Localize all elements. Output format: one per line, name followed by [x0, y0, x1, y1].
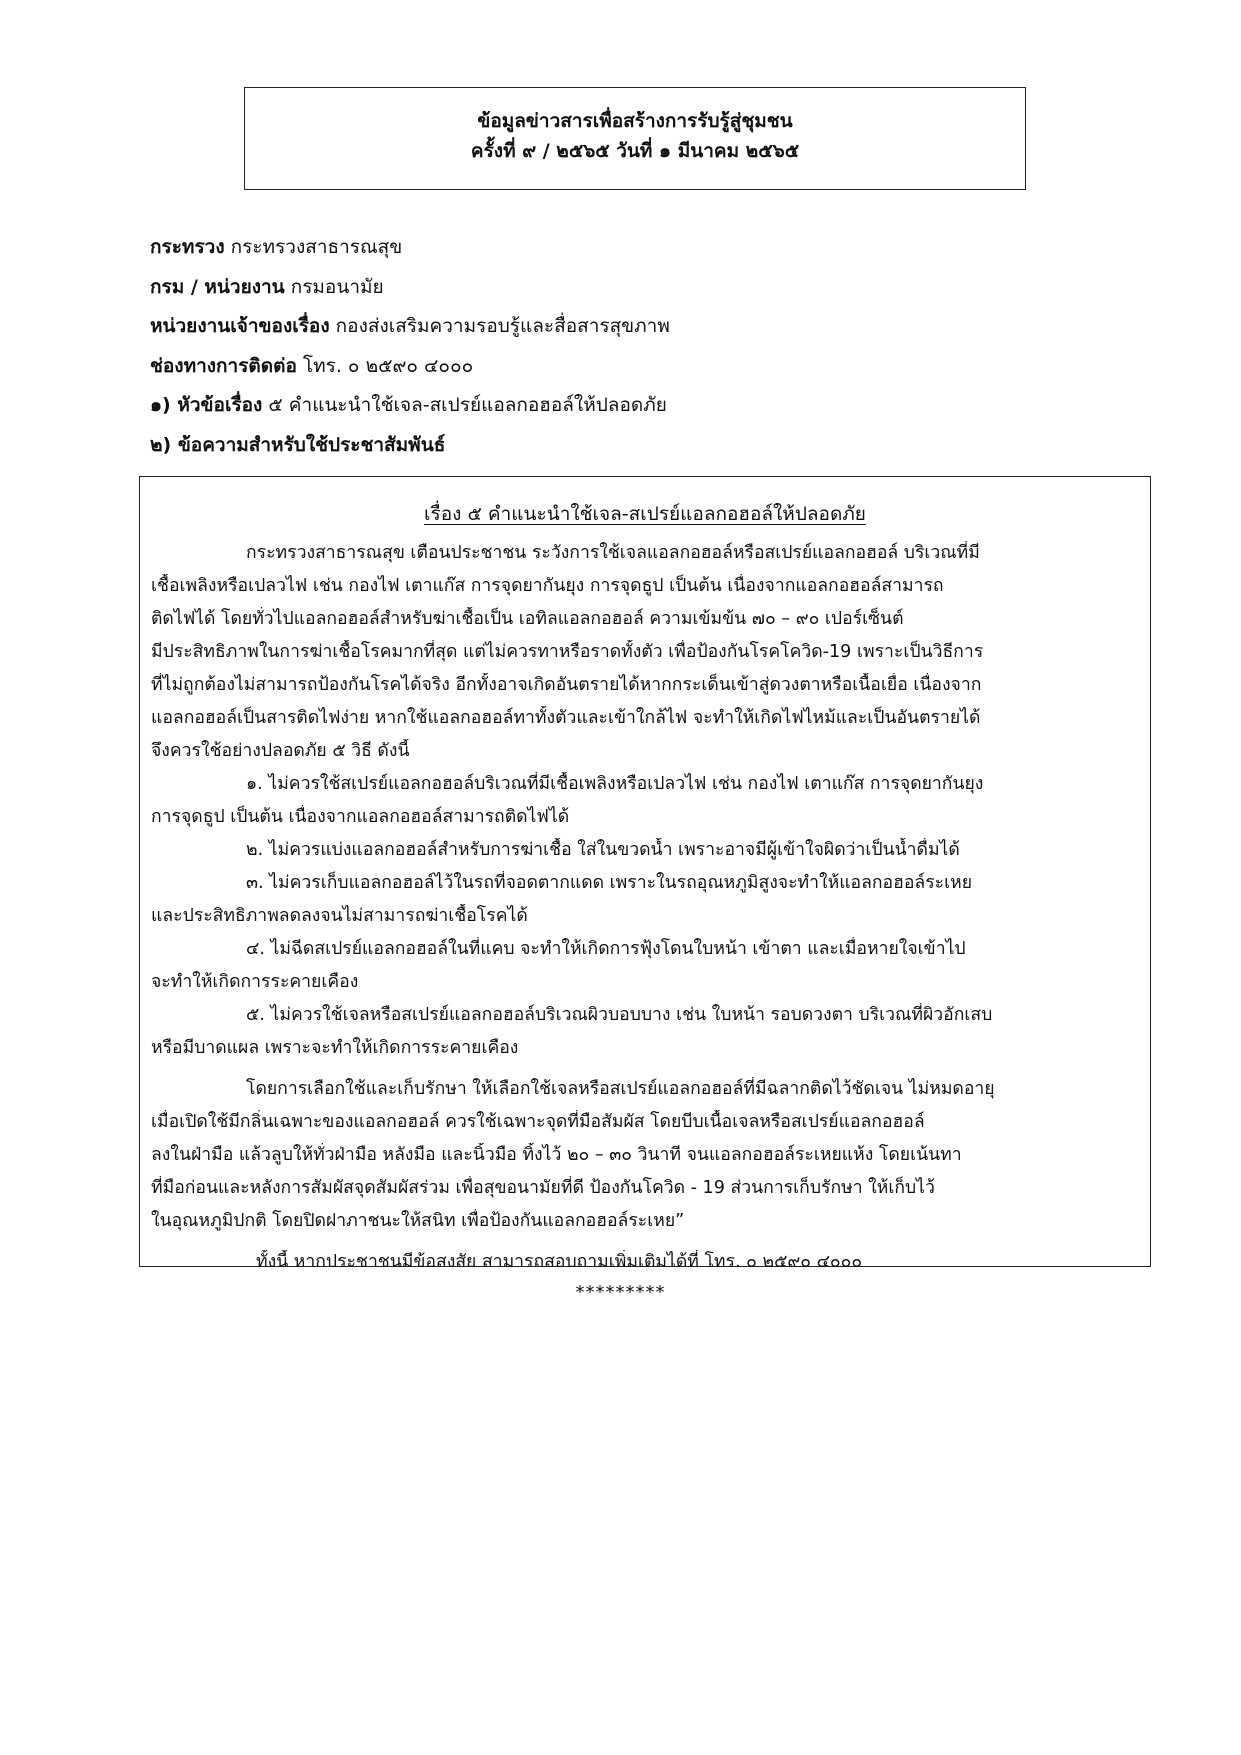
list-item-3: ๓. ไม่ควรเก็บแอลกอฮอล์ไว้ในรถที่จอดตากแดด เพราะในรถอุณหภูมิสูงจะทำให้แอลกอฮอล์ระเหย [246, 873, 973, 893]
meta-pr-heading [150, 426, 1110, 466]
meta-contact-value: โทร. ๐ ๒๕๙๐ ๔๐๐๐ [302, 354, 474, 377]
meta-owner [150, 307, 1110, 347]
list-item-1: ๑. ไม่ควรใช้สเปรย์แอลกอฮอล์บริเวณที่มีเชื้อเพลิงหรือเปลวไฟ เช่น กองไฟ เตาแก๊ส การจุดยากันยุง [246, 774, 984, 794]
meta-ministry-label: กระทรวง [150, 236, 225, 258]
footer-stars: ********* [575, 1282, 666, 1303]
meta-owner-value: กองส่งเสริมความรอบรู้และสื่อสารสุขภาพ [335, 315, 670, 337]
body-line: ที่มือก่อนและหลังการสัมผัสจุดสัมผัสร่วม เพื่อสุขอนามัยที่ดี ป้องกันโควิด - 19 ส่วนการเก็บรักษา ให้เก็บไว้ [151, 1178, 935, 1198]
meta-topic-label: ๑) หัวข้อเรื่อง [150, 394, 263, 416]
document-header-box [244, 87, 1026, 190]
document-meta [150, 228, 1110, 465]
meta-department-label: กรม / หน่วยงาน [150, 275, 285, 298]
body-line: แอลกอฮอล์เป็นสารติดไฟง่าย หากใช้แอลกอฮอล์ทาทั้งตัวและเข้าใกล้ไฟ จะทำให้เกิดไฟไหม้และเป็นอันตรายได้ [151, 708, 981, 728]
list-item-4: ๔. ไม่ฉีดสเปรย์แอลกอฮอล์ในที่แคบ จะทำให้เกิดการฟุ้งโดนใบหน้า เข้าตา และเมื่อหายใจเข้าไป [246, 939, 966, 959]
body-line: เมื่อเปิดใช้มีกลิ่นเฉพาะของแอลกอฮอล์ ควรใช้เฉพาะจุดที่มือสัมผัส โดยบีบเนื้อเจลหรือสเปรย์แอลกอฮอล์ [151, 1112, 925, 1132]
body-line: ในอุณหภูมิปกติ โดยปิดฝาภาชนะให้สนิท เพื่อป้องกันแอลกอฮอล์ระเหย” [151, 1211, 685, 1231]
meta-owner-label: หน่วยงานเจ้าของเรื่อง [150, 315, 330, 337]
body-line: จึงควรใช้อย่างปลอดภัย ๕ วิธี ดังนี้ [151, 741, 410, 761]
body-line: มีประสิทธิภาพในการฆ่าเชื้อโรคมากที่สุด แต่ไม่ควรทาหรือราดทั้งตัว เพื่อป้องกันโรคโควิด-19 เพราะเป็นวิธีการ [151, 642, 984, 662]
list-item-5: ๕. ไม่ควรใช้เจลหรือสเปรย์แอลกอฮอล์บริเวณผิวบอบบาง เช่น ใบหน้า รอบดวงตา บริเวณที่ผิวอักเสบ [246, 1005, 993, 1025]
body-line: กระทรวงสาธารณสุข เตือนประชาชน ระวังการใช้เจลแอลกอฮอล์หรือสเปรย์แอลกอฮอล์ บริเวณที่มี [246, 543, 980, 563]
body-line: และประสิทธิภาพลดลงจนไม่สามารถฆ่าเชื้อโรคได้ [151, 906, 528, 926]
body-line: ทั้งนี้ หากประชาชนมีข้อสงสัย สามารถสอบถามเพิ่มเติมได้ที่ โทร. ๐ ๒๕๙๐ ๔๐๐๐ [256, 1252, 863, 1272]
announcement-title: เรื่อง ๕ คำแนะนำใช้เจล-สเปรย์แอลกอฮอล์ให้ปลอดภัย [424, 503, 866, 525]
meta-topic [150, 386, 1110, 426]
meta-department-value: กรมอนามัย [290, 275, 384, 298]
list-item-2: ๒. ไม่ควรแบ่งแอลกอฮอล์สำหรับการฆ่าเชื้อ ใส่ในขวดน้ำ เพราะอาจมีผู้เข้าใจผิดว่าเป็นน้ำดื่มได้ [246, 840, 960, 860]
body-line: จะทำให้เกิดการระคายเคือง [151, 972, 359, 992]
meta-contact-label: ช่องทางการติดต่อ [150, 354, 297, 377]
body-line: โดยการเลือกใช้และเก็บรักษา ให้เลือกใช้เจลหรือสเปรย์แอลกอฮอล์ที่มีฉลากติดไว้ชัดเจน ไม่หมดอายุ [246, 1079, 995, 1099]
meta-pr-label: ๒) ข้อความสำหรับใช้ประชาสัมพันธ์ [150, 433, 446, 456]
body-line: หรือมีบาดแผล เพราะจะทำให้เกิดการระคายเคือง [151, 1038, 519, 1058]
meta-ministry-value: กระทรวงสาธารณสุข [230, 236, 403, 258]
meta-department [150, 268, 1110, 308]
header-title: ข้อมูลข่าวสารเพื่อสร้างการรับรู้สู่ชุมชน [477, 110, 793, 132]
announcement-box [139, 476, 1151, 1272]
meta-contact [150, 347, 1110, 387]
body-line: เชื้อเพลิงหรือเปลวไฟ เช่น กองไฟ เตาแก๊ส การจุดยากันยุง การจุดธูป เป็นต้น เนื่องจากแอลกอฮอล์สามารถ [151, 576, 944, 596]
meta-ministry [150, 228, 1110, 268]
body-line: ที่ไม่ถูกต้องไม่สามารถป้องกันโรคได้จริง อีกทั้งอาจเกิดอันตรายได้หากกระเด็นเข้าสู่ดวงตาหรือเนื้อเยื่อ เนื่องจาก [151, 675, 982, 695]
body-line: ติดไฟได้ โดยทั่วไปแอลกอฮอล์สำหรับฆ่าเชื้อเป็น เอทิลแอลกอฮอล์ ความเข้มข้น ๗๐ – ๙๐ เปอร์เซ็นต์ [151, 609, 904, 629]
body-line: การจุดธูป เป็นต้น เนื่องจากแอลกอฮอล์สามารถติดไฟได้ [151, 807, 570, 827]
header-issue-date: ครั้งที่ ๙ / ๒๕๖๕ วันที่ ๑ มีนาคม ๒๕๖๕ [470, 140, 800, 162]
meta-topic-value: ๕ คำแนะนำใช้เจล-สเปรย์แอลกอฮอล์ให้ปลอดภัย [268, 394, 667, 416]
body-line: ลงในฝ่ามือ แล้วลูบให้ทั่วฝ่ามือ หลังมือ และนิ้วมือ ทิ้งไว้ ๒๐ – ๓๐ วินาที จนแอลกอฮอล์ระเหยแห้ง โดยเน้นทา [151, 1145, 962, 1165]
